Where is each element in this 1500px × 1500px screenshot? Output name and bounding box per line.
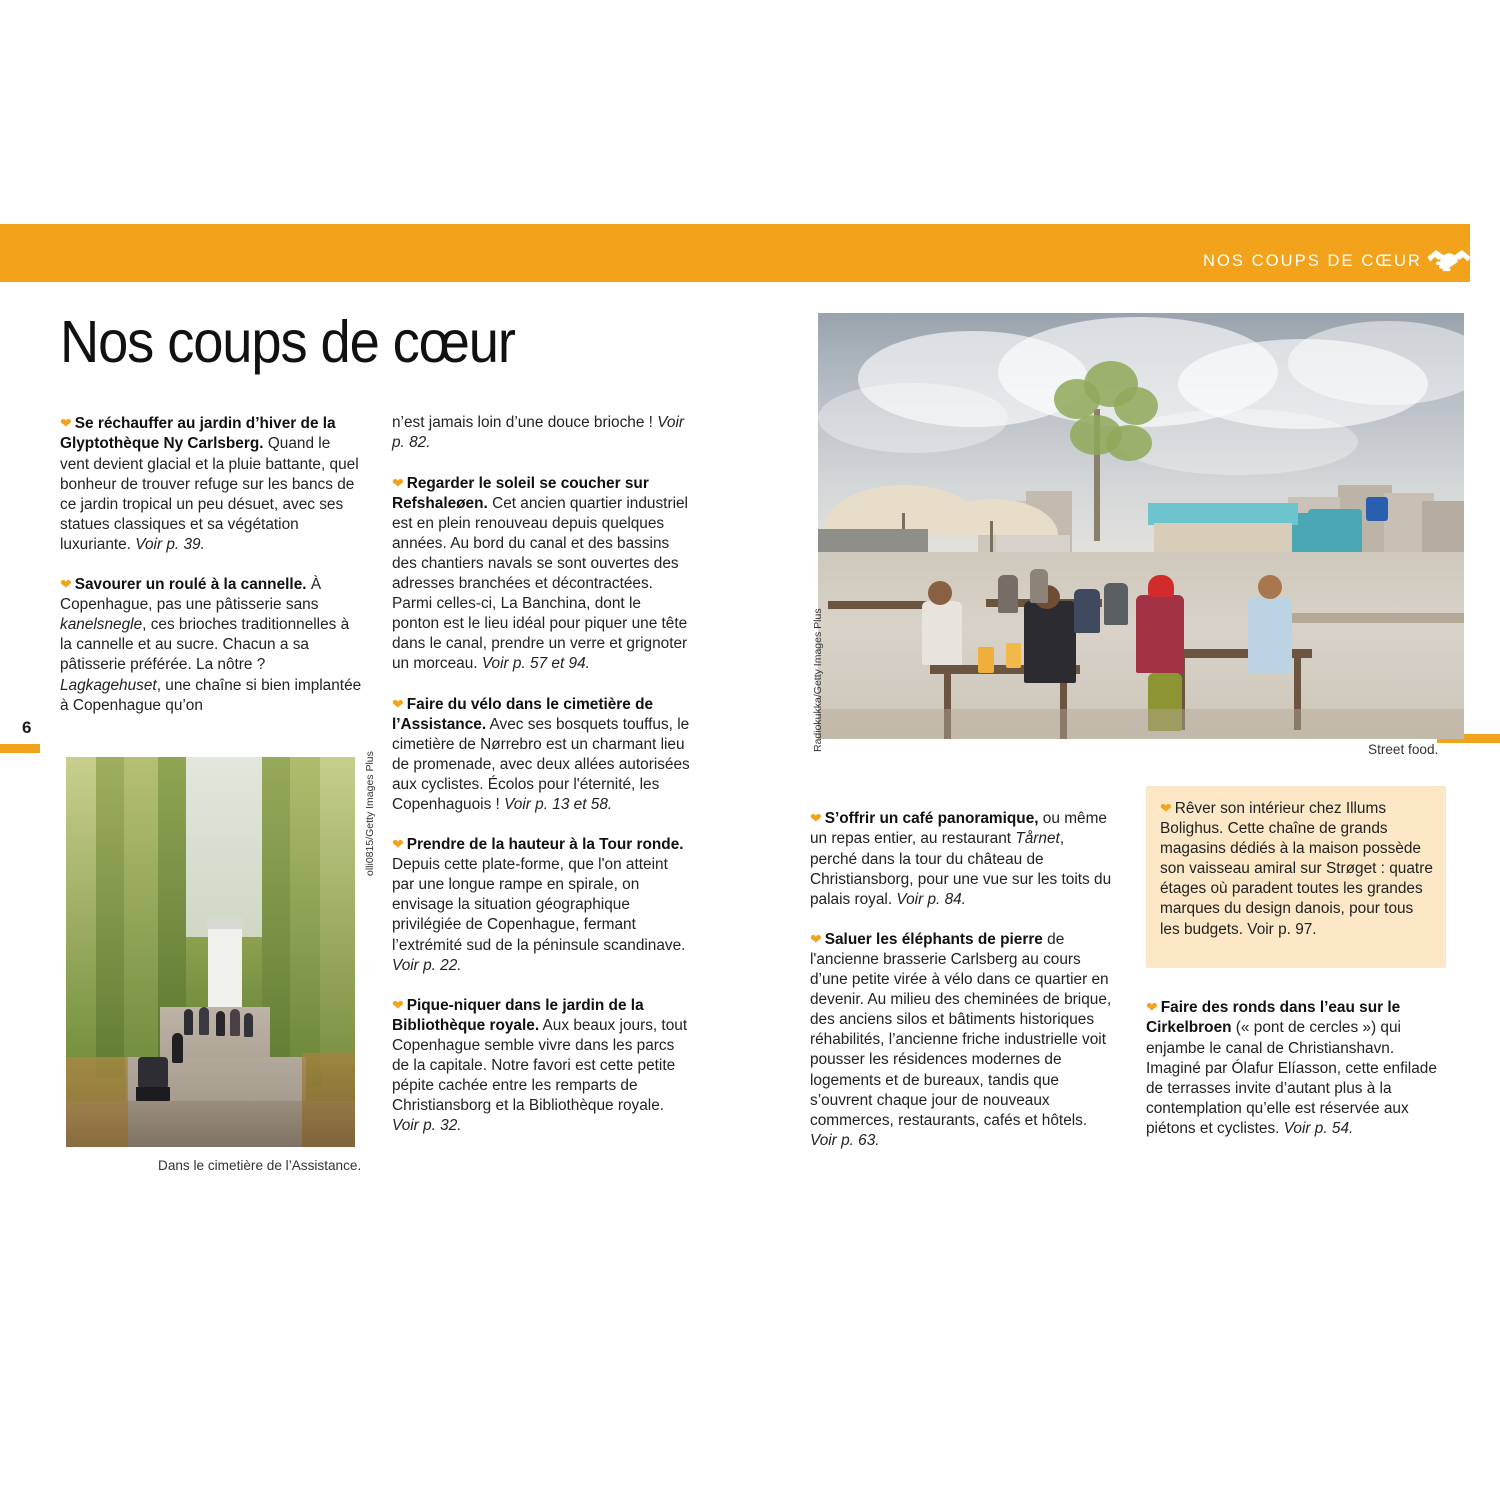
entry-tour-ronde (392, 834, 692, 976)
page-number-left-rule (0, 744, 40, 753)
entry-body: n’est jamais loin d’une douce brioche ! (392, 414, 653, 432)
entry-glyptotheque (60, 413, 362, 555)
entry-lead: Faire des ronds dans l’eau sur le Cirkelbroen (1146, 999, 1401, 1037)
entry-cimetiere-assistance (392, 694, 692, 816)
running-head-label: NOS COUPS DE CŒUR (1202, 252, 1422, 270)
entry-body: de l'ancienne brasserie Carlsberg au cours d’une petite virée à vélo dans ce quartier en devenir. Au milieu des cheminées de brique, des anciens silos et bâtiments historiques réhabilités, l’ancienne friche industrielle voit pousser les résidences modernes de logements et de bureaux, tandis que s’ouvrent chaque jour de nouveaux commerces, restaurants, cafés et hôtels. (810, 930, 1112, 1129)
entry-lead: Regarder le soleil se coucher sur Refshaleøen. (392, 474, 649, 512)
entry-bibliotheque-royale (392, 995, 692, 1137)
heart-icon: ❤ (392, 474, 404, 491)
heart-icon: ❤ (1146, 999, 1158, 1016)
entry-reference: Voir p. 97. (1247, 920, 1317, 938)
entry-lead: Pique-niquer dans le jardin de la Bibliothèque royale. (392, 996, 644, 1034)
entry-body: À Copenhague, pas une pâtisserie sans (60, 576, 322, 614)
entry-elephants-carlsberg (810, 929, 1112, 1151)
photo-street-food (818, 313, 1464, 739)
heart-icon: ❤ (392, 836, 404, 853)
entry-body: Quand le vent devient glacial et la pluie battante, quel bonheur de trouver refuge sur les bancs de ce jardin tropical un peu désuet, avec ses statues classiques et sa végétation luxuriante. (60, 435, 359, 553)
entry-refshaleoen (392, 473, 692, 675)
left-column-2 (392, 398, 692, 1136)
entry-body: Depuis cette plate-forme, que l'on atteint par une longue rampe en spirale, on envisage la situation géographique privilégiée de Copenhague, fermant l’extrémité sud de la péninsule scandinave. (392, 856, 686, 954)
entry-lead: S’offrir un café panoramique, (824, 810, 1039, 828)
entry-reference: Voir p. 57 et 94. (481, 655, 590, 673)
entry-lead: Prendre de la hauteur à la Tour ronde. (406, 836, 684, 854)
heart-icon: ❤ (392, 695, 404, 712)
entry-reference: Voir p. 39. (135, 535, 205, 553)
photo-credit-street-food: Radiokukka/Getty Images Plus (812, 608, 824, 752)
entry-body: Cet ancien quartier industriel est en plein renouveau depuis quelques années. Au bord du canal et des bassins des chantiers navals se sont ouvertes des adresses branchées et décontractées. Parmi celles-ci, La Banchina, dont le ponton est le lieu idéal pour piquer une tête dans le canal, prendre un verre et grignoter un morceau. (392, 494, 688, 673)
entry-lead: Faire du vélo dans le cimetière de l’Assistance. (392, 695, 654, 733)
entry-italic-term: Lagkagehuset (60, 676, 157, 694)
handshake-icon (1426, 245, 1472, 275)
entry-body: , perché dans la tour du château de Christiansborg, pour une vue sur les toits du palais royal. (810, 830, 1112, 908)
photo-cemetery-alley (66, 757, 355, 1147)
entry-reference: Voir p. 54. (1283, 1119, 1354, 1137)
entry-body: Cette chaîne de grands magasins dédiés à la maison possède son vaisseau amiral sur Strøget : quatre étages où paradent toutes les grandes marques du design danois, pour tous les budgets. (1160, 820, 1433, 938)
entry-lead: Rêver son intérieur chez Illums Bolighus. (1160, 800, 1387, 838)
page-title: Nos coups de cœur (60, 309, 515, 375)
entry-kanelsnegle-continuation (392, 413, 692, 453)
left-column-1 (60, 398, 362, 716)
entry-cafe-panoramique (810, 808, 1112, 909)
entry-lead: Savourer un roulé à la cannelle. (74, 576, 307, 594)
entry-cirkelbroen (1146, 997, 1446, 1139)
right-column-2 (1146, 982, 1446, 1139)
entry-lead: Se réchauffer au jardin d’hiver de la Glyptothèque Ny Carlsberg. (60, 415, 336, 453)
entry-reference: Voir p. 84. (896, 890, 966, 908)
photo-caption-street-food: Street food. (1368, 742, 1439, 757)
photo-caption-cemetery: Dans le cimetière de l’Assistance. (158, 1158, 362, 1173)
entry-reference: Voir p. 13 et 58. (504, 795, 613, 813)
entry-reference: Voir p. 32. (392, 1117, 462, 1135)
entry-body: Avec ses bosquets touffus, le cimetière de Nørrebro est un charmant lieu de promenade, avec deux allées autorisées aux cyclistes. Écolos pour l'éternité, les Copenhaguois ! (392, 715, 690, 813)
heart-icon: ❤ (810, 930, 822, 947)
heart-icon: ❤ (810, 810, 822, 827)
heart-icon: ❤ (1160, 800, 1172, 816)
entry-lead: Saluer les éléphants de pierre (824, 930, 1043, 948)
entry-italic-term: kanelsnegle (60, 616, 143, 634)
entry-italic-term: Tårnet (1015, 830, 1060, 848)
heart-icon: ❤ (60, 415, 72, 432)
entry-body: (« pont de cercles ») qui enjambe le canal de Christianshavn. Imaginé par Ólafur Elíasson, cette enfilade de terrasses invite d’autant plus à la contemplation qu’elle est réservée aux piétons et cyclistes. (1146, 1019, 1437, 1137)
heart-icon: ❤ (392, 996, 404, 1013)
entry-kanelsnegle (60, 574, 362, 716)
entry-reference: Voir p. 82. (392, 414, 685, 452)
entry-body: Aux beaux jours, tout Copenhague semble vivre dans les parcs de la capitale. Notre favori est cette petite pépite cachée entre les remparts de Christiansborg et la Bibliothèque royale. (392, 1016, 688, 1115)
heart-icon: ❤ (60, 576, 72, 593)
entry-body: , une chaîne si bien implantée à Copenhague qu’on (60, 676, 362, 714)
entry-body: ou même un repas entier, au restaurant (810, 810, 1107, 848)
right-column-1 (810, 793, 1112, 1151)
entry-reference: Voir p. 22. (392, 956, 462, 974)
entry-reference: Voir p. 63. (810, 1131, 880, 1149)
highlight-box-content (1160, 798, 1435, 940)
page-number-left: 6 (22, 718, 32, 737)
photo-credit-cemetery: olli0815/Getty Images Plus (364, 751, 376, 876)
entry-body: , ces brioches traditionnelles à la cannelle et au sucre. Chacun a sa pâtisserie préférée. La nôtre ? (60, 616, 350, 674)
